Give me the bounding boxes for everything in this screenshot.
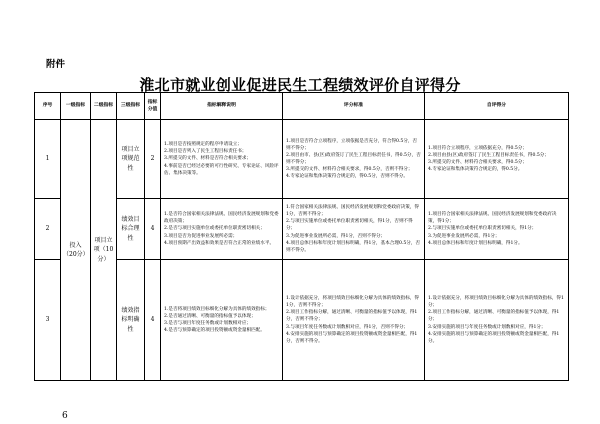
desc-line: 3.项目是否为促进事业发展所必需；	[164, 233, 238, 239]
row-seq: 1	[35, 120, 61, 199]
header-seq: 序号	[35, 93, 61, 120]
desc-line: 4.事前是否已经过必要的可行性研究、专家论证、风险评估、集体决策等。	[164, 163, 279, 176]
level2-cell: 项目立项（10分）	[91, 120, 117, 381]
desc-cell	[161, 260, 283, 381]
evaluation-table	[34, 92, 569, 381]
criteria-line: 2.与项目实施单位或委托单位职责密切相关，得1分，否则不得分；	[286, 219, 413, 232]
criteria-line: 3.为促进事业发展所必需，得1分，否则不得分；	[286, 233, 386, 239]
header-desc: 指标解释说明	[161, 93, 283, 120]
criteria-line: 2.项目工作指标分解，通过清晰、可衡量的指标值予以体现，得1分，否则不得分；	[286, 310, 418, 323]
criteria-line: 3.所提交的文件、材料符合相关要求，得0.5分，否则不得分；	[286, 167, 413, 173]
criteria-line: 4.项目总体目标和年度计划目标明确，得1分，基本合理0.5分，否则不得分。	[286, 240, 421, 253]
desc-line: 3.所提交的文件、材料是否符合相关要求；	[164, 156, 252, 162]
criteria-cell	[283, 120, 425, 199]
desc-line: 1.项目是否按照规定的程序申请设立；	[164, 142, 242, 148]
self-score-line: 3.为促进事业发展所必需，得1分；	[428, 233, 500, 239]
header-level2: 二级指标	[91, 93, 117, 120]
self-score-line: 4.专家论证和集体决策符合规定的，得0.5分。	[428, 167, 523, 173]
page-number: 6	[62, 411, 68, 421]
self-score-line: 2.项目工作指标分解，通过清晰、可衡量的指标值予以体现，得1分；	[428, 310, 560, 323]
level3-cell: 绩效目标合理性	[117, 199, 145, 260]
desc-line: 2.是否与项目实施单位或委托单位职责密切相关；	[164, 226, 265, 232]
page-title: 淮北市就业创业促进民生工程绩效评价自评得分	[139, 76, 461, 94]
header-score: 指标分值	[145, 93, 161, 120]
self-score-line: 2.与项目实施单位或委托单位职责密切相关，得1分；	[428, 226, 537, 232]
score-cell: 4	[145, 260, 161, 381]
self-score-line: 1.项目符合立项程序，立项依据充分，得0.5分；	[428, 145, 527, 151]
desc-line: 3.是否与项目年度任务数或计划数相对应；	[164, 321, 252, 326]
row-seq: 2	[35, 199, 61, 260]
level1-cell: 投入（20分）	[61, 120, 91, 381]
header-level1: 一级指标	[61, 93, 91, 120]
criteria-cell	[283, 199, 425, 260]
self-score-line: 2.项目由县(区)政府签订了民生工程目标责任书，得0.5分；	[428, 152, 549, 158]
desc-cell	[161, 120, 283, 199]
desc-line: 1.是否将项目绩效目标细化分解为具体的绩效指标；	[164, 306, 270, 312]
table-row	[35, 120, 569, 199]
self-score-line: 3.安排实施的项目与年度任务数或计划数相对应，得1分；	[428, 324, 546, 330]
self-score-cell	[425, 120, 569, 199]
self-score-line: 1.设计依据充分，将项目绩效目标细化分解为具体的绩效指标，得1分；	[428, 296, 564, 309]
criteria-line: 1.符合国家相关法律法规、国民经济发展规划和党委政府决策，得1分，否则不得分；	[286, 205, 420, 218]
header-level3: 三级指标	[117, 93, 145, 120]
criteria-line: 4.专家论证和集体决策符合规定的，得0.5分，否则不得分。	[286, 174, 408, 180]
table-header-row	[35, 93, 569, 120]
self-score-cell	[425, 199, 569, 260]
self-score-cell	[425, 260, 569, 381]
self-score-line: 4.项目总体目标和年度计划目标明确，得1分。	[428, 240, 523, 246]
score-cell: 2	[145, 120, 161, 199]
desc-line: 2.项目是否列入了民生工程目标责任书；	[164, 149, 247, 155]
desc-line: 4.项目预期产出效益和效果是否符合正常的业绩水平。	[164, 240, 275, 246]
desc-cell	[161, 199, 283, 260]
criteria-line: 1.项目是否符合立项程序，立项依据是否充分，符合得0.5分，否则不得分；	[286, 138, 418, 151]
desc-line: 1.是否符合国家相关法律法规、国民经济发展规划和党委政府决策；	[164, 212, 279, 225]
desc-line: 4.是否与预算确定的项目投资额或资金量相匹配。	[164, 328, 265, 334]
attachment-label: 附件	[46, 59, 66, 70]
header-self-score: 自评得分	[425, 93, 569, 120]
criteria-cell	[283, 260, 425, 381]
criteria-line: 4.安排实施的项目与预算确定的项目投资额或资金量相匹配，得1分，否则不得分。	[286, 331, 418, 344]
level3-cell: 项目立项规范性	[117, 120, 145, 199]
score-cell: 4	[145, 199, 161, 260]
criteria-line: 3.与项目年度任务数或计划数相对应，得1分，否则不得分；	[286, 324, 409, 330]
self-score-line: 3.所提交的文件、材料符合相关要求，得0.5分；	[428, 160, 527, 165]
desc-line: 2.是否通过清晰、可衡量的指标值予以体现；	[164, 313, 256, 319]
row-seq: 3	[35, 260, 61, 381]
criteria-line: 1.设计依据充分，将项目绩效目标细化分解为具体的绩效指标，得1分，否则不得分；	[286, 296, 420, 309]
self-score-line: 4.安排实施的项目与预算确定的项目投资额或资金量相匹配，得1分。	[428, 331, 560, 344]
self-score-line: 1.项目符合国家相关法律法规、国民经济发展规划和党委政府决策，得1分；	[428, 212, 557, 225]
level3-cell: 绩效指标明确性	[117, 260, 145, 381]
criteria-line: 2.项目由市、县(区)政府签订了民生工程目标责任书，得0.5分，否则不得分；	[286, 152, 421, 165]
header-criteria: 评分标准	[283, 93, 425, 120]
